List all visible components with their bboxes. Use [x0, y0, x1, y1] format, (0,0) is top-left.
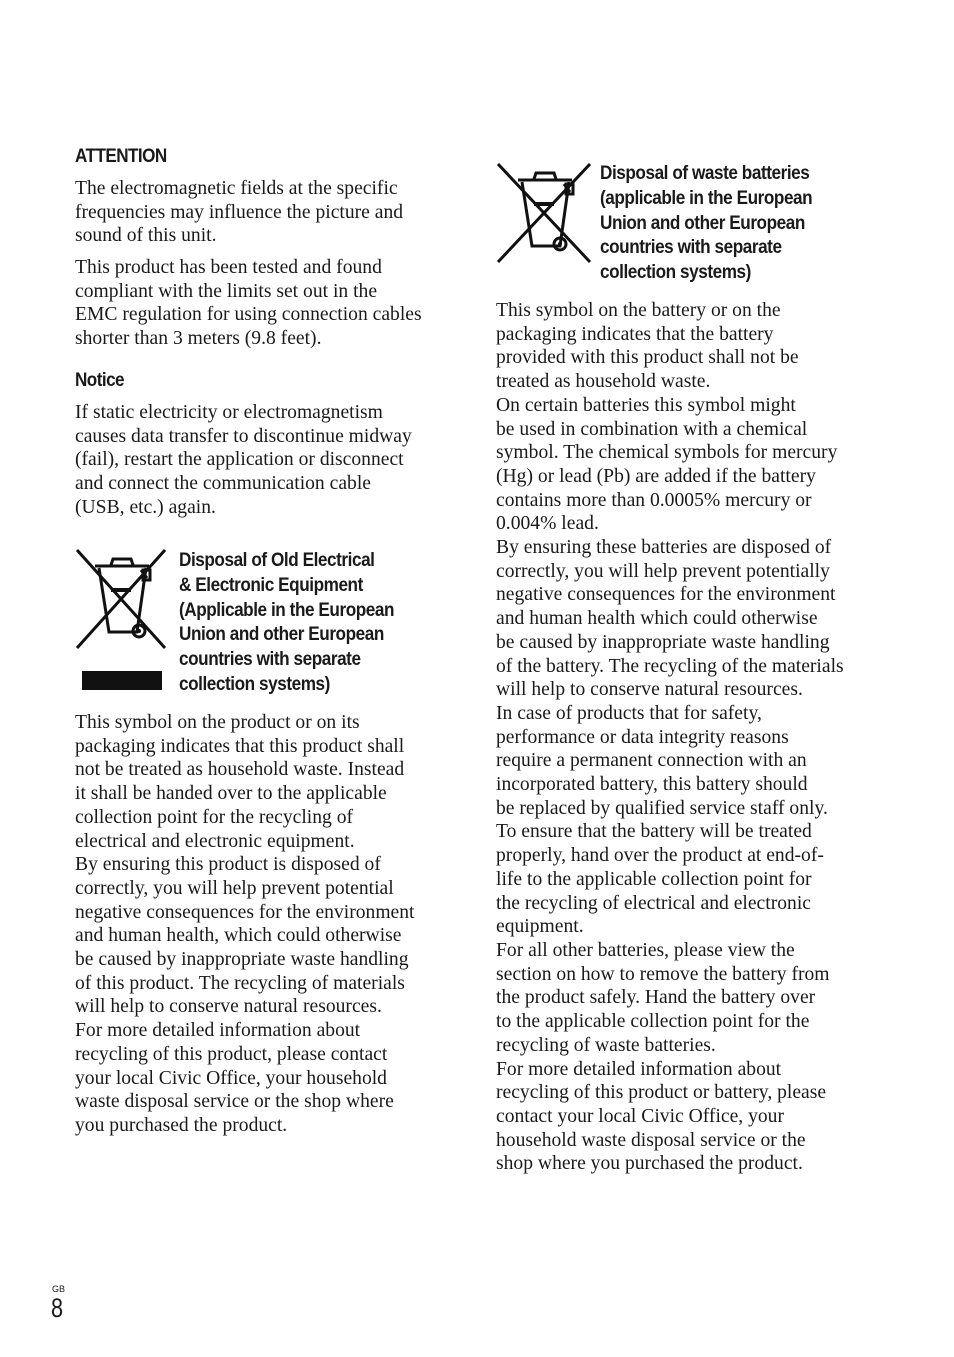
text-line: shop where you purchased the product. [496, 1153, 803, 1175]
text-line: recycling of this product, please contact [75, 1043, 388, 1065]
text-line: frequencies may influence the picture and [75, 201, 404, 223]
text-line: For more detailed information about [496, 1058, 782, 1080]
text-line: EMC regulation for using connection cables [75, 304, 422, 326]
heading-line: Disposal of waste batteries [600, 162, 810, 184]
text-line: household waste disposal service or the [496, 1129, 806, 1151]
text-line: By ensuring this product is disposed of [75, 854, 381, 876]
attention-paragraph-2 [75, 256, 422, 351]
text-line: will help to conserve natural resources. [496, 679, 803, 701]
text-line: the recycling of electrical and electronic [496, 892, 811, 914]
text-line: This symbol on the battery or on the [496, 300, 781, 321]
language-code: GB [52, 1284, 66, 1294]
text-line: will help to conserve natural resources. [75, 996, 382, 1018]
text-line: provided with this product shall not be [496, 347, 799, 369]
text-line: compliant with the limits set out in the [75, 280, 378, 302]
black-bar-graphic [82, 671, 162, 690]
text-line: shorter than 3 meters (9.8 feet). [75, 328, 322, 350]
text-line: incorporated battery, this battery should [496, 774, 808, 796]
text-line: not be treated as household waste. Instead [75, 759, 405, 781]
heading-line: collection systems) [600, 261, 751, 284]
heading-line: (Applicable in the European [179, 598, 395, 621]
weee-heading [179, 548, 423, 697]
text-line: For more detailed information about [75, 1020, 361, 1042]
text-line: To ensure that the battery will be treated [496, 821, 812, 843]
text-line: section on how to remove the battery from [496, 963, 830, 985]
text-line: of the battery. The recycling of the materials [496, 655, 844, 677]
text-line: correctly, you will help prevent potentially [496, 560, 830, 582]
text-line: If static electricity or electromagnetism [75, 402, 383, 423]
attention-paragraph-1 [75, 177, 403, 248]
text-line: contact your local Civic Office, your [496, 1105, 785, 1127]
text-line: 0.004% lead. [496, 513, 599, 535]
text-line: and human health, which could otherwise [75, 925, 402, 947]
text-line: it shall be handed over to the applicable [75, 783, 387, 805]
batteries-heading [600, 161, 841, 285]
text-line: equipment. [496, 916, 584, 938]
text-line: This symbol on the product or on its [75, 712, 360, 733]
text-line: you purchased the product. [75, 1114, 288, 1136]
heading-line: Disposal of Old Electrical [179, 549, 375, 571]
heading-line: countries with separate [179, 648, 361, 671]
text-line: life to the applicable collection point for [496, 868, 812, 890]
text-line: properly, hand over the product at end-of- [496, 845, 824, 867]
text-line: In case of products that for safety, [496, 702, 762, 724]
heading-line: collection systems) [179, 672, 330, 695]
text-line: sound of this unit. [75, 225, 217, 247]
text-line: collection point for the recycling of [75, 806, 354, 828]
notice-heading: Notice [75, 370, 125, 391]
text-line: the product safely. Hand the battery over [496, 987, 816, 1009]
heading-line: (applicable in the European [600, 186, 813, 209]
text-line: recycling of waste batteries. [496, 1034, 716, 1056]
text-line: (fail), restart the application or disconnect [75, 449, 404, 471]
crossed-out-wheeled-bin-icon [496, 162, 592, 264]
notice-paragraph [75, 401, 412, 520]
text-line: of this product. The recycling of materials [75, 972, 405, 994]
text-line: (Hg) or lead (Pb) are added if the battery [496, 465, 816, 487]
text-line: recycling of this product or battery, please [496, 1082, 827, 1104]
heading-line: Union and other European [600, 211, 805, 234]
heading-line: countries with separate [600, 236, 782, 259]
text-line: performance or data integrity reasons [496, 726, 789, 748]
text-line: be caused by inappropriate waste handling [75, 949, 409, 971]
text-line: The electromagnetic fields at the specific [75, 178, 398, 199]
text-line: your local Civic Office, your household [75, 1067, 387, 1089]
heading-line: Union and other European [179, 623, 384, 646]
text-line: negative consequences for the environment [75, 901, 415, 923]
text-line: be used in combination with a chemical [496, 418, 808, 440]
text-line: packaging indicates that this product shall [75, 735, 405, 757]
text-line: On certain batteries this symbol might [496, 394, 796, 416]
text-line: For all other batteries, please view the [496, 939, 795, 961]
text-line: By ensuring these batteries are disposed of [496, 537, 832, 559]
text-line: packaging indicates that the battery [496, 323, 774, 345]
text-line: This product has been tested and found [75, 257, 382, 278]
text-line: causes data transfer to discontinue midway [75, 425, 412, 447]
text-line: and connect the communication cable [75, 473, 371, 495]
text-line: (USB, etc.) again. [75, 496, 216, 518]
text-line: be replaced by qualified service staff only. [496, 797, 828, 819]
text-line: electrical and electronic equipment. [75, 830, 355, 852]
text-line: symbol. The chemical symbols for mercury [496, 442, 838, 464]
text-line: correctly, you will help prevent potential [75, 877, 394, 899]
text-line: and human health which could otherwise [496, 608, 818, 630]
heading-line: & Electronic Equipment [179, 573, 363, 596]
page-number: 8 [51, 1293, 64, 1323]
batteries-body [496, 299, 844, 1176]
text-line: contains more than 0.0005% mercury or [496, 489, 812, 511]
text-line: require a permanent connection with an [496, 750, 807, 772]
attention-heading: ATTENTION [75, 146, 167, 167]
text-line: waste disposal service or the shop where [75, 1091, 394, 1113]
weee-body [75, 711, 415, 1138]
text-line: be caused by inappropriate waste handling [496, 631, 830, 653]
text-line: treated as household waste. [496, 371, 711, 393]
text-line: negative consequences for the environment [496, 584, 836, 606]
crossed-out-wheeled-bin-icon [75, 548, 167, 650]
text-line: to the applicable collection point for the [496, 1011, 810, 1033]
